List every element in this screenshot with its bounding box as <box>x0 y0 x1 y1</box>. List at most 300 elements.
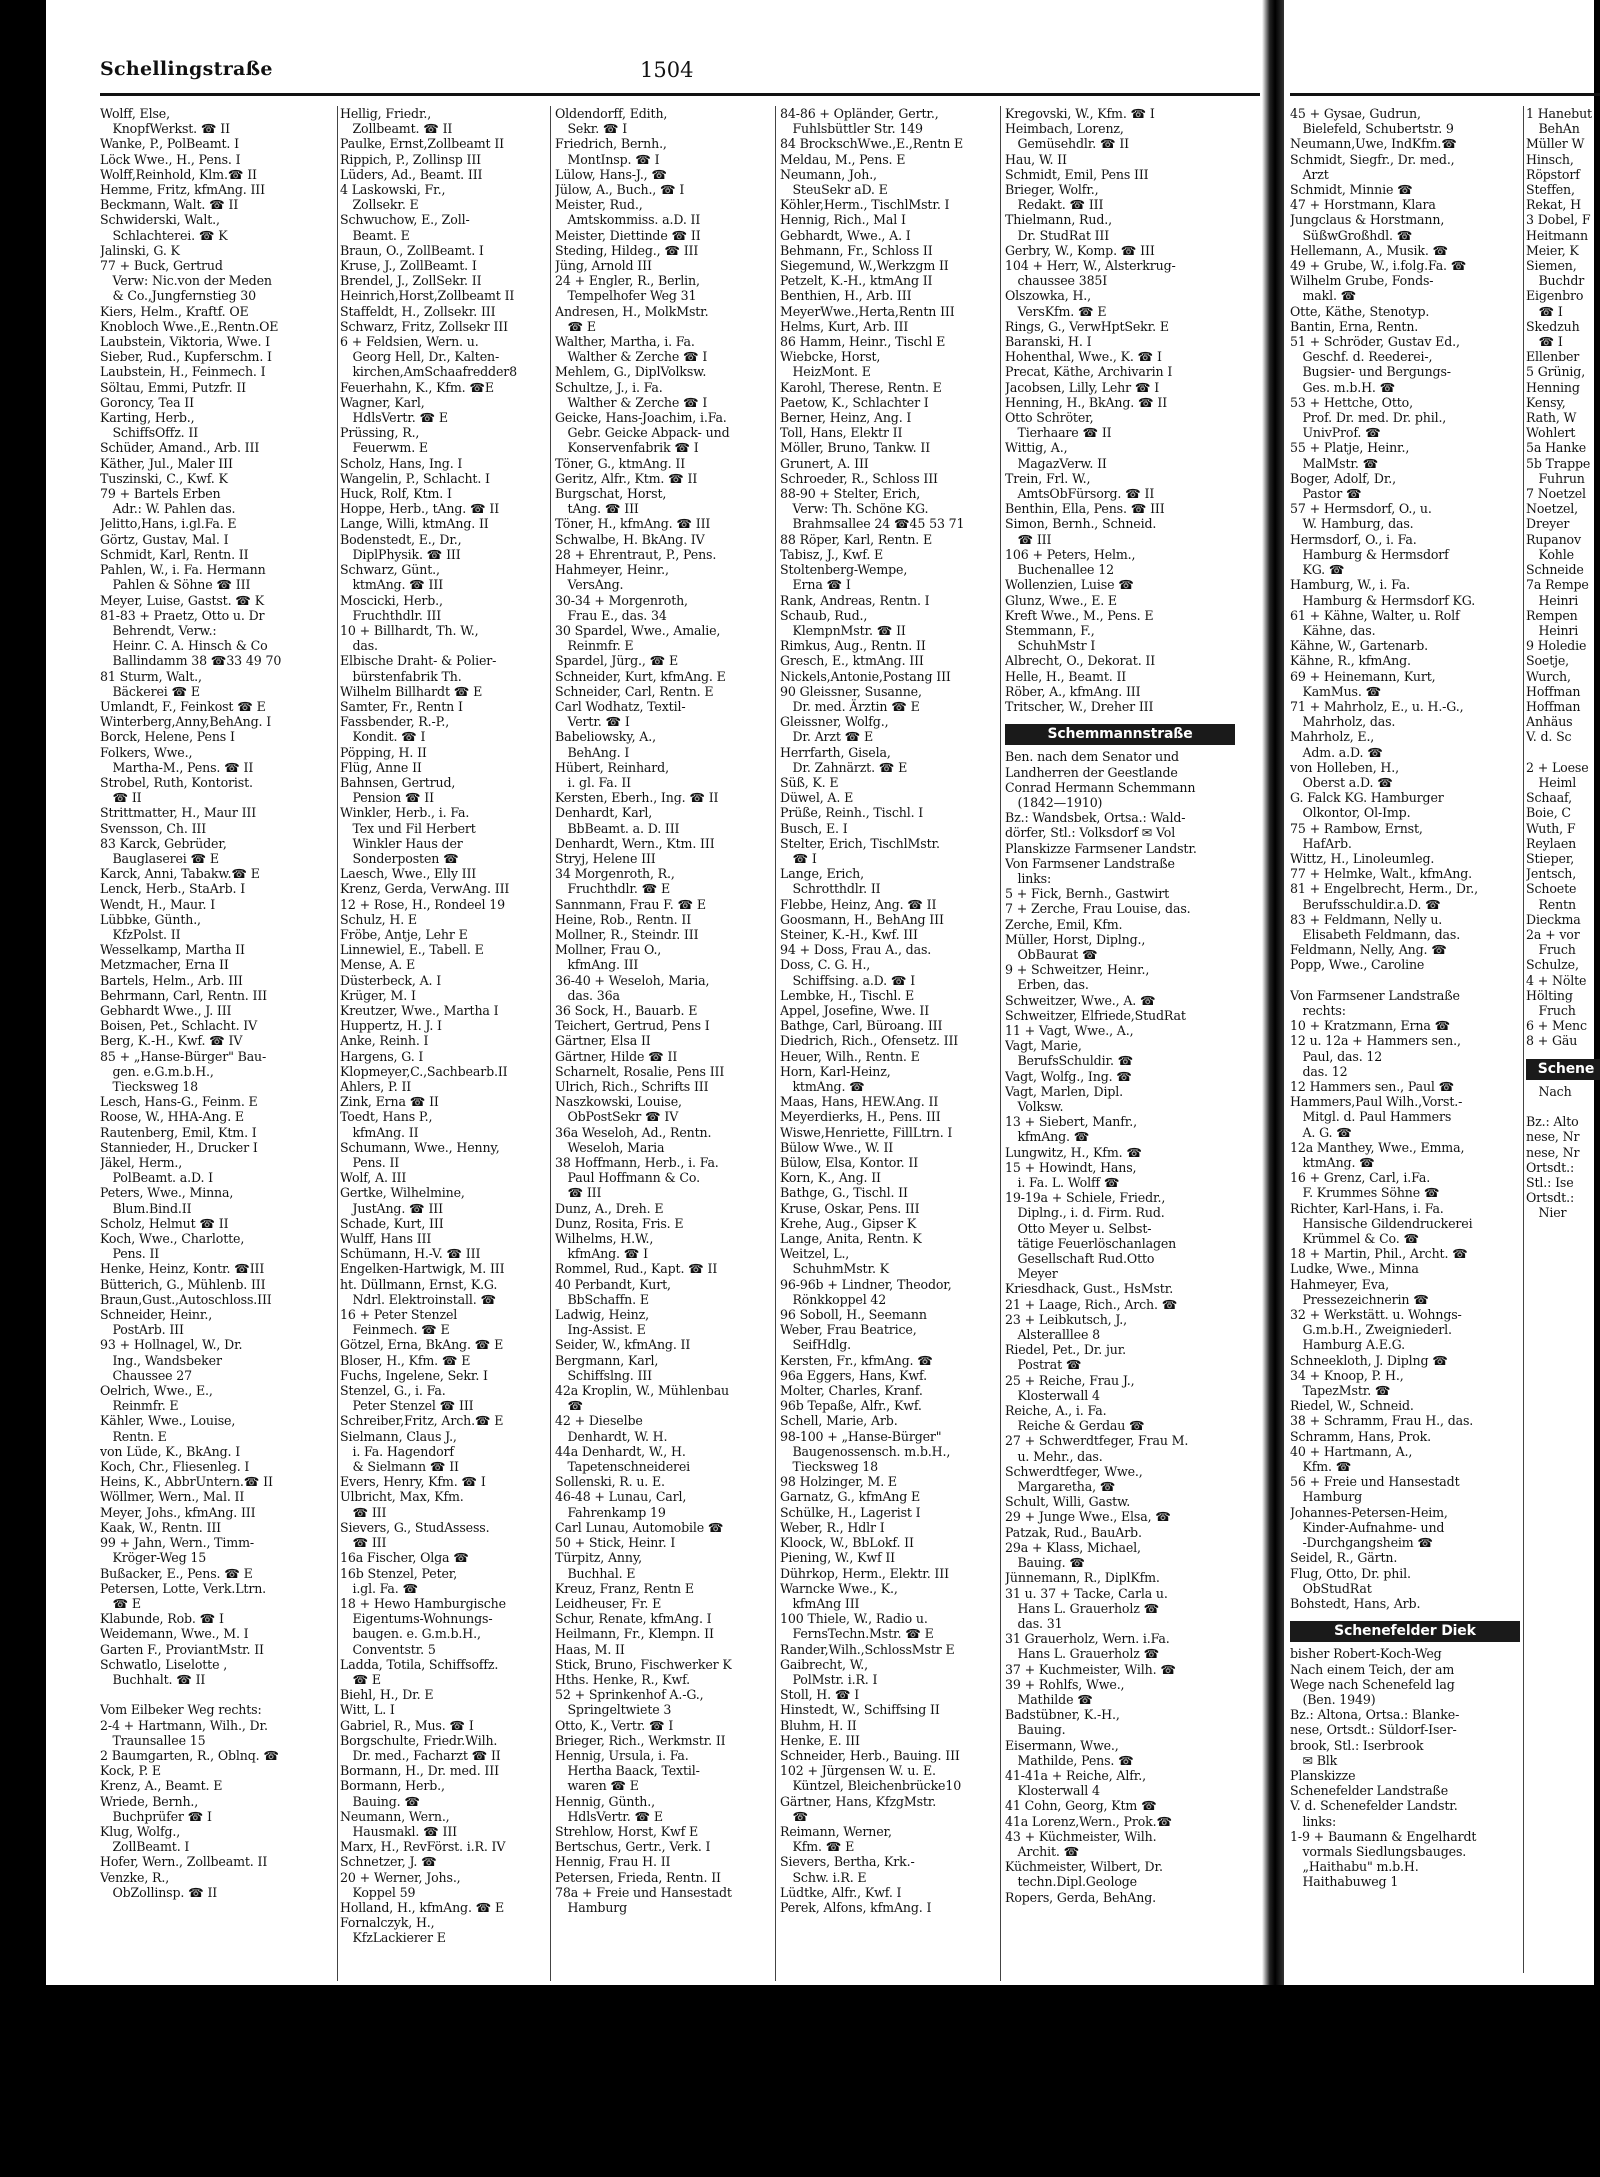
directory-entry: Engelken-Hartwigk, M. III <box>340 1261 505 1277</box>
directory-entry: Buchhalt. ☎ II <box>100 1671 206 1687</box>
directory-entry: Precat, Käthe, Archivarin I <box>1005 364 1173 380</box>
directory-entry: Gebhardt Wwe., J. III <box>100 1002 232 1018</box>
directory-entry: Witt, L. I <box>340 1702 395 1718</box>
directory-entry: Buchenallee 12 <box>1005 562 1114 578</box>
directory-entry: Rempen <box>1526 607 1578 623</box>
directory-entry: Feuerhahn, K., Kfm. ☎E <box>340 379 494 395</box>
directory-entry: Lülow, Hans-J., ☎ <box>555 166 667 182</box>
directory-entry: 78a + Freie und Hansestadt <box>555 1884 732 1900</box>
directory-entry: Heimbach, Lorenz, <box>1005 121 1124 137</box>
directory-entry: ☎ I <box>1526 334 1563 350</box>
directory-entry: Benthin, Ella, Pens. ☎ III <box>1005 501 1165 517</box>
directory-entry: Benthien, H., Arb. III <box>780 288 912 304</box>
directory-entry: 27 + Schwerdtfeger, Frau M. <box>1005 1433 1189 1449</box>
directory-entry: 6 + Feldsien, Wern. u. <box>340 334 479 350</box>
directory-entry: Siegemund, W.,Werkzgm II <box>780 258 949 274</box>
directory-entry: ☎ E <box>555 318 596 334</box>
directory-entry: Heitmann <box>1526 227 1588 243</box>
directory-entry: 5 + Fick, Bernh., Gastwirt <box>1005 886 1170 902</box>
directory-entry: Scholz, Helmut ☎ II <box>100 1215 229 1231</box>
header-rule <box>100 93 1260 96</box>
directory-entry: Peter Stenzel ☎ III <box>340 1398 474 1414</box>
column-divider <box>1523 106 1524 1973</box>
directory-entry: Käther, Jul., Maler III <box>100 455 233 471</box>
directory-entry: Sekr. ☎ I <box>555 121 628 137</box>
directory-entry: Pressezeichnerin ☎ <box>1290 1291 1429 1307</box>
directory-entry: Stryj, Helene III <box>555 850 656 866</box>
directory-entry: Erben, das. <box>1005 977 1089 993</box>
header-rule <box>1290 93 1600 96</box>
directory-entry: Schult, Willi, Gastw. <box>1005 1494 1131 1510</box>
directory-entry: Rentn <box>1526 896 1576 912</box>
directory-entry: 61 + Kähne, Walter, u. Rolf <box>1290 607 1460 623</box>
directory-entry: Weidemann, Wwe., M. I <box>100 1626 249 1642</box>
directory-entry: Adr.: W. Pahlen das. <box>100 501 236 517</box>
directory-entry: Kröger-Weg 15 <box>100 1550 207 1566</box>
column-5 <box>1005 106 1235 1905</box>
directory-entry: Brahmsallee 24 ☎45 53 71 <box>780 516 965 532</box>
directory-entry: Thielmann, Rud., <box>1005 212 1112 228</box>
directory-entry: Dunz, Rosita, Fris. E <box>555 1215 684 1231</box>
directory-entry: Kähler, Wwe., Louise, <box>100 1413 236 1429</box>
directory-entry: 16a Fischer, Olga ☎ <box>340 1550 469 1566</box>
directory-entry: Lange, Willi, ktmAng. II <box>340 516 489 532</box>
directory-entry: Piening, W., Kwf II <box>780 1550 895 1566</box>
directory-entry: SchuhmMstr. K <box>780 1261 889 1277</box>
directory-entry: Conrad Hermann Schemmann <box>1005 779 1196 795</box>
directory-entry: Tritscher, W., Dreher III <box>1005 698 1154 714</box>
directory-entry: ObPostSekr ☎ IV <box>555 1109 679 1125</box>
directory-entry: Otto Schröter, <box>1005 410 1094 426</box>
directory-entry: Hargens, G. I <box>340 1048 424 1064</box>
directory-entry: Wiswe,Henriette, FillLtrn. I <box>780 1124 953 1140</box>
directory-entry: 104 + Herr, W., Alsterkrug- <box>1005 258 1176 274</box>
directory-entry: 93 + Hollnagel, W., Dr. <box>100 1337 243 1353</box>
directory-entry: 47 + Horstmann, Klara <box>1290 197 1436 213</box>
directory-entry: Appel, Josefine, Wwe. II <box>780 1002 930 1018</box>
directory-entry: Wolff,Reinhold, Klm.☎ II <box>100 166 257 182</box>
directory-entry: Holland, H., kfmAng. ☎ E <box>340 1899 505 1915</box>
directory-entry: Schrotthdlr. II <box>780 881 881 897</box>
directory-entry: Schoete <box>1526 881 1577 897</box>
directory-entry: Bz.: Alto <box>1526 1114 1579 1130</box>
directory-entry: 84-86 + Opländer, Gertr., <box>780 106 939 121</box>
directory-entry: Borck, Helene, Pens I <box>100 729 235 745</box>
directory-entry: Sievers, G., StudAssess. <box>340 1519 490 1535</box>
directory-entry: Beamt. E <box>340 227 410 243</box>
directory-entry: Von Farmsener Landstraße <box>1290 987 1460 1003</box>
directory-entry: Stenzel, G., i. Fa. <box>340 1383 446 1399</box>
directory-entry: Schur, Renate, kfmAng. I <box>555 1611 712 1627</box>
directory-entry: Gresch, E., ktmAng. III <box>780 653 924 669</box>
directory-entry: KamMus. ☎ <box>1290 683 1382 699</box>
directory-entry: Kersten, Eberh., Ing. ☎ II <box>555 790 719 806</box>
directory-entry: Heiml <box>1526 774 1577 790</box>
directory-entry: Simon, Bernh., Schneid. <box>1005 516 1157 532</box>
directory-entry: Buchhal. E <box>555 1565 636 1581</box>
directory-entry: Hamburg A.E.G. <box>1290 1337 1405 1353</box>
directory-entry: Kock, P. E <box>100 1763 161 1779</box>
directory-entry: Olkontor, Ol-Imp. <box>1290 805 1411 821</box>
directory-entry: Lübbke, Günth., <box>100 911 201 927</box>
directory-entry: Schultze, J., i. Fa. <box>555 379 663 395</box>
directory-entry: Albrecht, O., Dekorat. II <box>1005 653 1156 669</box>
directory-entry: Popp, Wwe., Caroline <box>1290 957 1425 973</box>
directory-entry: Tiecksweg 18 <box>100 1079 198 1094</box>
directory-entry: 34 + Knoop, P. H., <box>1290 1367 1404 1383</box>
directory-entry: PolMstr. i.R. I <box>780 1671 878 1687</box>
directory-entry: Schweitzer, Wwe., A. ☎ <box>1005 992 1156 1008</box>
directory-entry: Meyer, Luise, Gastst. ☎ K <box>100 592 264 608</box>
directory-entry: Koppel 59 <box>340 1884 416 1900</box>
directory-entry: 31 u. 37 + Tacke, Carla u. <box>1005 1585 1168 1601</box>
directory-entry: Tempelhofer Weg 31 <box>555 288 697 304</box>
directory-entry: Weseloh, Maria <box>555 1139 665 1155</box>
directory-entry: Hellemann, A., Musik. ☎ <box>1290 242 1449 258</box>
directory-entry: Ndrl. Elektroinstall. ☎ <box>340 1291 497 1307</box>
directory-entry: Geicke, Hans-Joachim, i.Fa. <box>555 410 727 426</box>
directory-entry: Scholz, Hans, Ing. I <box>340 455 463 471</box>
directory-entry: Reinmfr. E <box>100 1398 179 1414</box>
directory-entry: Wittig, A., <box>1005 440 1068 456</box>
directory-entry: i. Fa. L. Wolff ☎ <box>1005 1175 1120 1191</box>
directory-entry: Moscicki, Herb., <box>340 592 443 608</box>
directory-entry: Krenz, A., Beamt. E <box>100 1778 223 1794</box>
directory-entry: 7a Rempe <box>1526 577 1589 593</box>
directory-entry: Garten F., ProviantMstr. II <box>100 1641 264 1657</box>
directory-entry: Stannieder, H., Drucker I <box>100 1139 258 1155</box>
directory-entry: Wilhelms, H.W., <box>555 1231 654 1247</box>
directory-entry: 96a Eggers, Hans, Kwf. <box>780 1367 927 1383</box>
directory-entry: ☎ E <box>100 1595 141 1611</box>
directory-entry: Busch, E. I <box>780 820 848 836</box>
directory-entry: 98-100 + „Hanse-Bürger" <box>780 1428 942 1444</box>
directory-entry: Leidheuser, Fr. E <box>555 1595 662 1611</box>
directory-entry: Hohenthal, Wwe., K. ☎ I <box>1005 349 1162 365</box>
directory-entry: Riedel, Pet., Dr. jur. <box>1005 1342 1127 1358</box>
directory-entry: Stelter, Erich, TischlMstr. <box>780 835 940 851</box>
directory-entry: Beckmann, Walt. ☎ II <box>100 197 239 213</box>
directory-entry: A. G. ☎ <box>1290 1124 1352 1140</box>
directory-entry: ☎ <box>555 1398 583 1414</box>
directory-entry: Goroncy, Tea II <box>100 394 194 410</box>
directory-entry: Tiecksweg 18 <box>780 1459 878 1475</box>
directory-entry: Fuhlsbüttler Str. 149 <box>780 121 923 137</box>
directory-entry: Babeliowsky, A., <box>555 729 656 745</box>
directory-entry: Flüg, Anne II <box>340 759 422 775</box>
directory-entry: & Sielmann ☎ II <box>340 1459 459 1475</box>
directory-entry: Röber, A., kfmAng. III <box>1005 683 1141 699</box>
directory-entry: Gärtner, Elsa II <box>555 1033 651 1049</box>
directory-entry: Walther & Zerche ☎ I <box>555 394 708 410</box>
directory-entry: V. d. Schenefelder Landstr. <box>1290 1798 1458 1814</box>
directory-entry: Mathilde ☎ <box>1005 1691 1093 1707</box>
directory-entry: Burgschat, Horst, <box>555 486 667 502</box>
directory-entry: 5b Trappe <box>1526 455 1591 471</box>
directory-entry: Kruse, J., ZollBeamt. I <box>340 258 477 274</box>
directory-entry: i. gl. Fa. II <box>555 774 631 790</box>
directory-entry: KG. ☎ <box>1290 562 1345 578</box>
directory-entry: ☎ III <box>340 1504 387 1520</box>
directory-entry: Bauing. ☎ <box>340 1793 420 1809</box>
directory-entry: Siemen, <box>1526 258 1577 274</box>
directory-entry: 5a Hanke <box>1526 440 1587 456</box>
directory-entry: 81 + Engelbrecht, Herm., Dr., <box>1290 881 1478 897</box>
directory-entry: i. Fa. Hagendorf <box>340 1443 454 1459</box>
directory-entry: Ahlers, P. II <box>340 1079 412 1094</box>
directory-entry: Wagner, Karl, <box>340 394 425 410</box>
directory-entry: Mathilde, Pens. ☎ <box>1005 1752 1134 1768</box>
directory-entry: Henning <box>1526 379 1580 395</box>
directory-entry: Biehl, H., Dr. E <box>340 1687 434 1703</box>
directory-entry: Hammers,Paul Wilh.,Vorst.- <box>1290 1094 1463 1110</box>
directory-entry: Schwuchow, E., Zoll- <box>340 212 470 228</box>
directory-entry: Postrat ☎ <box>1005 1357 1082 1373</box>
directory-entry: Staffeldt, H., Zollsekr. III <box>340 303 496 319</box>
directory-entry: Winterberg,Anny,BehAng. I <box>100 714 272 730</box>
directory-entry: Neumann,Uwe, IndKfm.☎ <box>1290 136 1457 152</box>
directory-entry: nese, Nr <box>1526 1144 1580 1160</box>
directory-entry: Fruch <box>1526 942 1576 958</box>
directory-entry: 86 Hamm, Heinr., Tischl E <box>780 334 946 350</box>
directory-entry: Küntzel, Bleichenbrücke10 <box>780 1778 962 1794</box>
directory-entry: Heinr. C. A. Hinsch & Co <box>100 638 268 654</box>
directory-entry: ObZollinsp. ☎ II <box>100 1884 218 1900</box>
directory-entry: 84 BrockschWwe.,E.,Rentn E <box>780 136 964 152</box>
directory-entry: ☎ I <box>780 850 817 866</box>
directory-entry: Petzelt, K.-H., ktmAng II <box>780 273 933 289</box>
directory-entry: Schlachterei. ☎ K <box>100 227 228 243</box>
directory-entry: Ludke, Wwe., Minna <box>1290 1261 1419 1277</box>
directory-entry: VersAng. <box>555 577 624 593</box>
directory-entry: (1842—1910) <box>1005 794 1103 810</box>
directory-entry: Schenefelder Landstraße <box>1290 1783 1448 1799</box>
directory-entry: Dr. med. Ärztin ☎ E <box>780 698 920 714</box>
directory-entry: Hausmakl. ☎ III <box>340 1823 457 1839</box>
directory-entry: Kiers, Helm., Kraftf. OE <box>100 303 249 319</box>
directory-entry: Schiffsing. a.D. ☎ I <box>780 972 916 988</box>
directory-entry: Kähne, W., Gartenarb. <box>1290 638 1429 654</box>
directory-entry: Ges. m.b.H. ☎ <box>1290 379 1396 395</box>
directory-entry: Hans L. Grauerholz ☎ <box>1005 1600 1160 1616</box>
directory-entry: Archit. ☎ <box>1005 1843 1080 1859</box>
directory-entry: 81-83 + Praetz, Otto u. Dr <box>100 607 265 623</box>
directory-entry: Hamburg & Hermsdorf <box>1290 546 1449 562</box>
directory-entry: Schmidt, Karl, Rentn. II <box>100 546 249 562</box>
directory-entry: Lungwitz, H., Kfm. ☎ <box>1005 1144 1142 1160</box>
directory-entry: Kensy, <box>1526 394 1566 410</box>
directory-entry: Noetzel, <box>1526 501 1579 517</box>
directory-entry: Gebr. Geicke Abpack- und <box>555 425 730 441</box>
directory-entry: Schwarz, Fritz, Zollsekr III <box>340 318 508 334</box>
directory-entry: Rander,Wilh.,SchlossMstr E <box>780 1641 955 1657</box>
directory-entry: Paul Hoffmann & Co. <box>555 1170 700 1186</box>
directory-entry: Bielefeld, Schubertstr. 9 <box>1290 121 1454 137</box>
directory-entry: Pens. II <box>340 1155 400 1171</box>
directory-entry: Gebhardt, Wwe., A. I <box>780 227 911 243</box>
directory-entry: 23 + Leibkutsch, J., <box>1005 1311 1128 1327</box>
directory-entry: Jentsch, <box>1526 866 1577 882</box>
directory-entry: Garnatz, G., kfmAng E <box>780 1489 921 1505</box>
column-divider <box>1000 106 1001 1981</box>
directory-entry: Naszkowski, Louise, <box>555 1094 682 1110</box>
directory-entry: 10 + Billhardt, Th. W., <box>340 622 479 638</box>
directory-entry: Frau E., das. 34 <box>555 607 667 623</box>
directory-entry: 3 Dobel, F <box>1526 212 1591 228</box>
directory-entry: 8 + Gäu <box>1526 1033 1578 1049</box>
directory-entry: Von Farmsener Landstraße <box>1005 855 1175 871</box>
directory-entry: Ortsdt.: <box>1526 1190 1575 1206</box>
directory-entry: Heins, K., AbbrUntern.☎ II <box>100 1474 273 1490</box>
directory-entry: Schroeder, R., Schloss III <box>780 470 938 486</box>
directory-entry <box>1526 745 1600 760</box>
directory-entry: Geritz, Alfr., Ktm. ☎ II <box>555 470 698 486</box>
column-divider <box>337 106 338 1981</box>
directory-entry: ☎ III <box>555 1185 602 1201</box>
directory-entry: 12 + Rose, H., Rondeel 19 <box>340 896 506 912</box>
directory-entry: das. 31 <box>1005 1615 1063 1631</box>
column-divider <box>775 106 776 1981</box>
directory-entry: Steiner, K.-H., Kwf. III <box>780 926 918 942</box>
directory-entry: Krüger, M. I <box>340 987 416 1003</box>
directory-entry: 56 + Freie und Hansestadt <box>1290 1474 1460 1490</box>
directory-entry: Schw. i.R. E <box>780 1869 867 1885</box>
directory-entry: Schaaf, <box>1526 790 1572 806</box>
column-3 <box>555 106 770 1915</box>
directory-entry: Olszowka, H., <box>1005 288 1091 304</box>
directory-entry: Hahmeyer, Heinr., <box>555 562 669 578</box>
directory-entry: Anhäus <box>1526 714 1573 730</box>
scan-border-left <box>0 0 46 2177</box>
directory-entry: Dunz, A., Dreh. E <box>555 1200 664 1216</box>
directory-entry: Meldau, M., Pens. E <box>780 151 906 167</box>
directory-entry: Planskizze Farmsener Landstr. <box>1005 840 1197 856</box>
directory-entry: Skedzuh <box>1526 318 1580 334</box>
directory-entry: ktmAng. ☎ <box>780 1079 865 1094</box>
directory-entry: Herrfarth, Gisela, <box>780 744 891 760</box>
directory-entry: Braun, O., ZollBeamt. I <box>340 242 484 258</box>
directory-entry: Erna ☎ I <box>780 577 851 593</box>
directory-entry: Steding, Hildeg., ☎ III <box>555 242 699 258</box>
directory-entry: Kruse, Oskar, Pens. III <box>780 1200 920 1216</box>
next-page-column-1 <box>1290 106 1520 1890</box>
directory-entry: Huppertz, H. J. I <box>340 1018 442 1034</box>
directory-entry: Bormann, Herb., <box>340 1778 445 1794</box>
directory-entry: Verw: Th. Schöne KG. <box>780 501 929 517</box>
directory-entry: Pahlen, W., i. Fa. Hermann <box>100 562 266 578</box>
directory-entry: Hamburg & Hermsdorf KG. <box>1290 592 1476 608</box>
directory-entry: 96b Tepaße, Alfr., Kwf. <box>780 1398 922 1414</box>
directory-entry: Bathge, G., Tischl. II <box>780 1185 908 1201</box>
directory-entry <box>100 1687 335 1702</box>
directory-entry: Rimkus, Aug., Rentn. II <box>780 638 926 654</box>
directory-entry: Stieper, <box>1526 850 1575 866</box>
directory-entry: Grunert, A. III <box>780 455 869 471</box>
directory-entry: 38 Hoffmann, Herb., i. Fa. <box>555 1155 719 1171</box>
directory-entry: Küchmeister, Wilbert, Dr. <box>1005 1859 1163 1875</box>
directory-entry: Rommel, Rud., Kapt. ☎ II <box>555 1261 718 1277</box>
directory-entry: tAng. ☎ III <box>555 501 639 517</box>
directory-entry: 77 + Helmke, Walt., kfmAng. <box>1290 866 1472 882</box>
directory-entry: Sievers, Bertha, Krk.- <box>780 1854 915 1870</box>
directory-entry: das. <box>340 638 378 654</box>
directory-entry: Wohlert <box>1526 425 1576 441</box>
directory-entry: Elbische Draht- & Polier- <box>340 653 497 669</box>
directory-entry: Ben. nach dem Senator und <box>1005 749 1179 765</box>
directory-entry: Wurch, <box>1526 668 1571 684</box>
directory-entry: Weitzel, L., <box>780 1246 850 1262</box>
directory-entry: Bz.: Wandsbek, Ortsa.: Wald- <box>1005 810 1186 826</box>
directory-entry: Hübert, Reinhard, <box>555 759 669 775</box>
directory-entry: kfmAng. II <box>340 1124 419 1140</box>
directory-entry: Pöpping, H. II <box>340 744 427 760</box>
directory-entry: SchiffsOffz. II <box>100 425 199 441</box>
directory-entry: 6 + Menc <box>1526 1018 1587 1034</box>
directory-entry: 57 + Hermsdorf, O., u. <box>1290 501 1432 517</box>
directory-entry: Schwatlo, Liselotte , <box>100 1656 228 1672</box>
directory-entry: Gleissner, Wolfg., <box>780 714 889 730</box>
directory-entry: Chaussee 27 <box>100 1367 193 1383</box>
directory-entry: 2-4 + Hartmann, Wilh., Dr. <box>100 1717 268 1733</box>
directory-entry: Lange, Anita, Rentn. K <box>780 1231 922 1247</box>
directory-entry: Toll, Hans, Elektr II <box>780 425 903 441</box>
scan-border-bottom <box>0 1985 1600 2177</box>
directory-entry: Bantin, Erna, Rentn. <box>1290 318 1419 334</box>
directory-entry: Toedt, Hans P., <box>340 1109 433 1125</box>
directory-entry: Prüße, Reinh., Tischl. I <box>780 805 924 821</box>
directory-entry: 1-9 + Baumann & Engelhardt <box>1290 1828 1477 1844</box>
street-section-heading: Schemmannstraße <box>1005 724 1235 745</box>
directory-entry: Ing., Wandsbeker <box>100 1352 222 1368</box>
directory-entry: Denhardt, Wern., Ktm. III <box>555 835 715 851</box>
directory-entry: 25 + Reiche, Frau J., <box>1005 1372 1135 1388</box>
directory-entry: brook, Stl.: Iserbrook <box>1290 1737 1424 1753</box>
directory-entry: Vagt, Marlen, Dipl. <box>1005 1083 1123 1099</box>
directory-entry: Teichert, Gertrud, Pens I <box>555 1018 710 1034</box>
column-2 <box>340 106 545 1946</box>
directory-entry: 30 Spardel, Wwe., Amalie, <box>555 622 721 638</box>
directory-entry: Wollenzien, Luise ☎ <box>1005 577 1134 593</box>
directory-entry: Hau, W. II <box>1005 151 1067 167</box>
directory-entry: Düwel, A. E <box>780 790 854 806</box>
directory-entry <box>1290 973 1520 988</box>
directory-entry: Kohle <box>1526 546 1574 562</box>
directory-entry: Steffen, <box>1526 182 1575 198</box>
directory-entry: Bertschus, Gertr., Verk. I <box>555 1839 711 1855</box>
directory-entry: Rekat, H <box>1526 197 1581 213</box>
column-1 <box>100 106 335 1900</box>
directory-entry: Baranski, H. I <box>1005 334 1092 350</box>
directory-entry: Glunz, Wwe., E. E <box>1005 592 1117 608</box>
directory-entry: Marx, H., RevFörst. i.R. IV <box>340 1839 506 1855</box>
directory-entry: Hölting <box>1526 987 1573 1003</box>
directory-entry: Karck, Anni, Tabakw.☎ E <box>100 866 260 882</box>
directory-entry: PostArb. III <box>100 1322 184 1338</box>
directory-entry: Denhardt, Karl, <box>555 805 653 821</box>
directory-entry: Henning, H., BkAng. ☎ II <box>1005 394 1168 410</box>
directory-entry: Dr. StudRat III <box>1005 227 1110 243</box>
directory-entry: Vagt, Marie, <box>1005 1038 1082 1054</box>
directory-entry: ☎ I <box>1526 303 1563 319</box>
directory-entry: Bluhm, H. II <box>780 1717 857 1733</box>
directory-entry: Kähne, das. <box>1290 622 1376 638</box>
directory-entry: Martha-M., Pens. ☎ II <box>100 759 254 775</box>
directory-entry: Feldmann, Nelly, Ang. ☎ <box>1290 942 1447 958</box>
directory-entry: Braun,Gust.,Autoschloss.III <box>100 1291 272 1307</box>
directory-entry: Carl Lunau, Automobile ☎ <box>555 1519 724 1535</box>
directory-entry: ☎ E <box>340 1671 381 1687</box>
directory-entry: kfmAng. III <box>555 957 639 973</box>
